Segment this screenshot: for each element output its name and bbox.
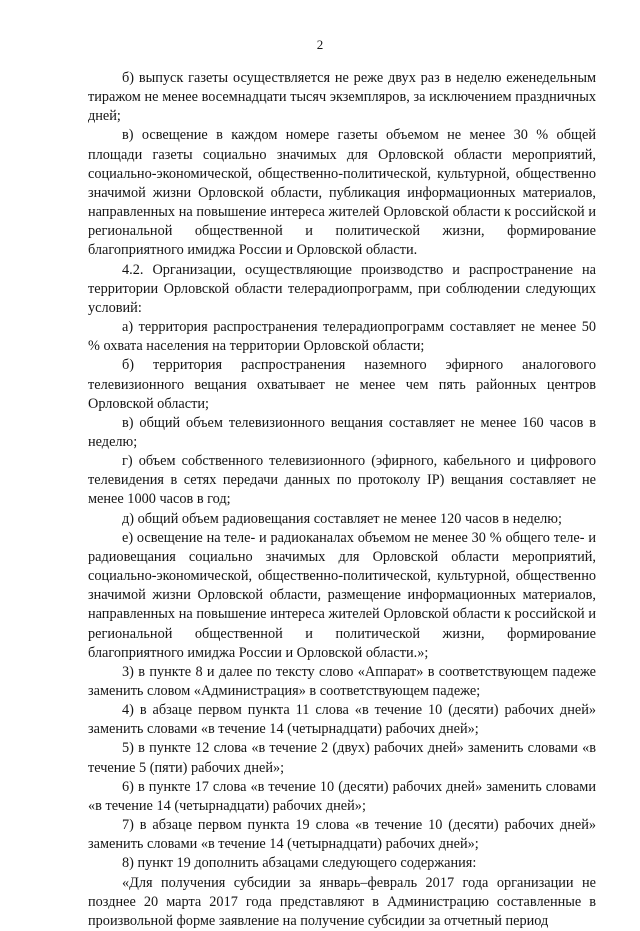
paragraph-3-apparatus-replacement: 3) в пункте 8 и далее по тексту слово «Аппарат» в соответствующем падеже заменить словом «Администрация» в соответствующем падеже; — [88, 663, 596, 699]
paragraph-a-broadcast-territory: а) территория распространения телерадиопрограмм составляет не менее 50 % охвата населения на территории Орловской области; — [88, 319, 596, 355]
paragraph-d-radio-volume: д) общий объем радиовещания составляет не менее 120 часов в неделю; — [122, 510, 562, 527]
paragraph-4-point-11: 4) в абзаце первом пункта 11 слова «в течение 10 (десяти) рабочих дней» заменить словами «в течение 14 (четырнадцати) рабочих дней»; — [88, 702, 596, 738]
paragraph-5-point-12: 5) в пункте 12 слова «в течение 2 (двух) рабочих дней» заменить словами «в течение 5 (пяти) рабочих дней»; — [88, 740, 596, 776]
paragraph-6-point-17: 6) в пункте 17 слова «в течение 10 (десяти) рабочих дней» заменить словами «в течение 14 (четырнадцати) рабочих дней»; — [88, 778, 596, 814]
page-number: 2 — [316, 37, 324, 52]
paragraph-g-own-tv-volume: г) объем собственного телевизионного (эфирного, кабельного и цифрового телевидения в сетях передачи данных по протоколу IP) вещания составляет не менее 1000 часов в год; — [88, 453, 596, 508]
paragraph-7-point-19: 7) в абзаце первом пункта 19 слова «в течение 10 (десяти) рабочих дней» заменить словами «в течение 14 (четырнадцати) рабочих дней»; — [88, 817, 596, 853]
paragraph-v-tv-volume: в) общий объем телевизионного вещания составляет не менее 160 часов в неделю; — [88, 414, 596, 450]
document-body — [88, 69, 596, 931]
paragraph-v-newspaper-coverage: в) освещение в каждом номере газеты объемом не менее 30 % общей площади газеты социально значимых для Орловской области мероприятий, социально-экономической, общественно-политической, культурной, общественно значимой жизни Орловской области, публикация информационных материалов, направленных на повышение интереса жителей Орловской области к российской и региональной общественной и политической жизни, формирование благоприятного имиджа России и Орловской области. — [88, 127, 596, 259]
paragraph-subsidy-application: «Для получения субсидии за январь–февраль 2017 года организации не позднее 20 марта 2017 года представляют в Администрацию составленные в произвольной форме заявление на получение субсидии за отчетный период — [88, 874, 596, 929]
paragraph-e-broadcast-coverage: е) освещение на теле- и радиоканалах объемом не менее 30 % общего теле- и радиовещания социально значимых для Орловской области мероприятий, социально-экономической, общественно-политической, культурной, общественно значимой жизни Орловской области, размещение информационных материалов, направленных на повышение интереса жителей Орловской области к российской и региональной общественной и политической жизни, формирование благоприятного имиджа России и Орловской области.»; — [88, 529, 596, 661]
paragraph-8-point-19-addition: 8) пункт 19 дополнить абзацами следующего содержания: — [122, 855, 477, 872]
paragraph-4-2-broadcasters: 4.2. Организации, осуществляющие производство и распространение на территории Орловской области телерадиопрограмм, при соблюдении следующих условий: — [88, 261, 596, 316]
paragraph-b-analog-tv-territory: б) территория распространения наземного эфирного аналогового телевизионного вещания охватывает не менее чем пять районных центров Орловской области; — [88, 357, 596, 412]
paragraph-b-newspaper-circulation: б) выпуск газеты осуществляется не реже двух раз в неделю еженедельным тиражом не менее восемнадцати тысяч экземпляров, за исключением праздничных дней; — [88, 70, 596, 125]
